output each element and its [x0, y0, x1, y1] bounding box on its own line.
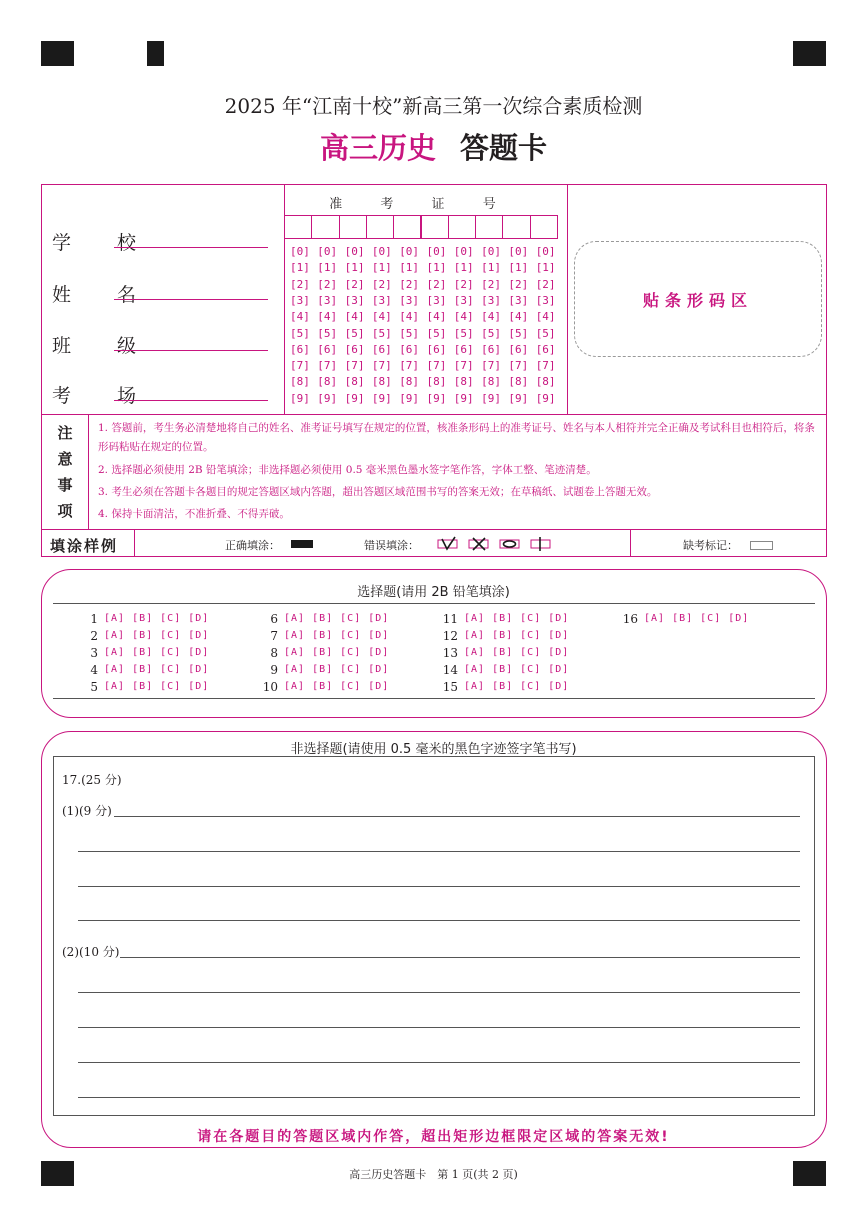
boundary-warning: 请在各题目的答题区域内作答，超出矩形边框限定区域的答案无效! [197, 1129, 670, 1145]
choice-rule-top [53, 603, 815, 604]
exam-id-bubble[interactable]: [1] [344, 261, 365, 275]
answer-options[interactable]: [A] [B] [C] [D] [284, 613, 390, 624]
answer-line[interactable] [78, 992, 800, 993]
registration-mark-top-left-1 [41, 41, 74, 66]
question-number: 14 [442, 663, 458, 677]
exam-id-bubble[interactable]: [6] [508, 342, 529, 356]
exam-id-bubble[interactable]: [5] [371, 326, 392, 340]
exam-id-bubble[interactable]: [7] [317, 359, 338, 373]
exam-id-bubble[interactable]: [4] [426, 310, 447, 324]
question-number: 4 [90, 663, 98, 677]
exam-id-bubble[interactable]: [9] [508, 391, 529, 405]
question-number: 1 [90, 612, 98, 626]
exam-id-bubble[interactable]: [0] [399, 245, 420, 258]
exam-id-bubble[interactable]: [3] [290, 293, 310, 307]
exam-id-bubble[interactable]: [8] [371, 375, 392, 389]
exam-id-bubble[interactable]: [0] [371, 245, 392, 258]
exam-id-bubble[interactable]: [9] [344, 391, 365, 405]
divider-notice-head [88, 414, 89, 529]
exam-id-digit-box[interactable] [311, 215, 339, 239]
exam-id-bubble[interactable]: [4] [508, 310, 529, 324]
exam-id-digit-box[interactable] [284, 215, 312, 239]
answer-options[interactable]: [A] [B] [C] [D] [464, 630, 570, 641]
answer-options[interactable]: [A] [B] [C] [D] [104, 613, 210, 624]
answer-options[interactable]: [A] [B] [C] [D] [464, 664, 570, 675]
exam-id-bubble[interactable]: [6] [344, 342, 365, 356]
exam-id-bubble[interactable]: [6] [481, 342, 501, 356]
exam-id-bubble[interactable]: [7] [344, 359, 365, 373]
exam-id-bubble[interactable]: [9] [371, 391, 392, 405]
absent-mark-label: 缺考标记： [683, 539, 738, 552]
exam-id-bubble[interactable]: [4] [371, 310, 392, 324]
exam-id-bubble[interactable]: [7] [453, 359, 474, 373]
question-number: 5 [90, 680, 98, 694]
answer-line[interactable] [78, 1027, 800, 1028]
question-number: 8 [270, 646, 278, 660]
question-number: 6 [270, 612, 278, 626]
exam-id-bubble[interactable]: [8] [481, 375, 501, 389]
exam-id-bubble[interactable]: [0] [481, 245, 501, 258]
exam-id-bubble[interactable]: [8] [535, 375, 556, 389]
registration-mark-top-right [793, 41, 826, 66]
exam-id-bubble[interactable]: [3] [344, 293, 365, 307]
exam-id-bubble[interactable]: [3] [453, 293, 474, 307]
exam-id-bubble[interactable]: [9] [399, 391, 420, 405]
exam-id-bubble[interactable]: [8] [508, 375, 529, 389]
question-number: 7 [270, 629, 278, 643]
divider-notice-top [41, 414, 827, 415]
answer-line[interactable] [114, 816, 800, 817]
choice-title: 选择题(请用 2B 铅笔填涂) [357, 585, 510, 600]
answer-line[interactable] [78, 920, 800, 921]
barcode-label: 贴条形码区 [642, 290, 753, 310]
question-number: 11 [442, 612, 458, 626]
exam-id-bubble[interactable]: [9] [426, 391, 447, 405]
answer-options[interactable]: [A] [B] [C] [D] [644, 613, 750, 624]
exam-id-bubble[interactable]: [2] [535, 277, 556, 291]
exam-id-bubble[interactable]: [9] [290, 391, 310, 405]
answer-options[interactable]: [A] [B] [C] [D] [464, 647, 570, 658]
exam-id-bubble[interactable]: [8] [344, 375, 365, 389]
answer-line[interactable] [78, 886, 800, 887]
exam-id-bubble[interactable]: [2] [453, 277, 474, 291]
exam-id-bubble[interactable]: [9] [453, 391, 474, 405]
exam-id-bubble[interactable]: [3] [426, 293, 447, 307]
notice-head-char: 注 [57, 424, 73, 442]
part-1-label: (1)(9 分) [62, 804, 112, 818]
answer-options[interactable]: [A] [B] [C] [D] [104, 630, 210, 641]
exam-id-digit-box[interactable] [366, 215, 394, 239]
exam-id-bubble[interactable]: [7] [290, 359, 310, 373]
exam-id-bubble[interactable]: [2] [344, 277, 365, 291]
exam-id-digit-box[interactable] [502, 215, 530, 239]
class-field[interactable] [114, 350, 268, 351]
fill-example-label: 填涂样例 [50, 537, 119, 555]
question-number: 15 [442, 680, 458, 694]
exam-id-bubble[interactable]: [2] [508, 277, 529, 291]
wrong-fill-label: 错误填涂： [364, 539, 419, 552]
exam-id-bubble[interactable]: [3] [535, 293, 556, 307]
school-label: 学 校 [52, 232, 157, 254]
notice-item-1: 1. 答题前，考生务必清楚地将自己的姓名、准考证号填写在规定的位置，核准条形码上的准考证号、姓名与本人相符并完全正确及考试科目也相符后，将条形码粘贴在规定的位置。 [98, 422, 815, 453]
exam-id-bubble[interactable]: [8] [426, 375, 447, 389]
exam-id-bubble[interactable]: [0] [508, 245, 529, 258]
exam-id-bubble[interactable]: [3] [371, 293, 392, 307]
exam-id-bubble[interactable]: [3] [317, 293, 338, 307]
school-field[interactable] [114, 247, 268, 248]
exam-id-bubble[interactable]: [8] [399, 375, 420, 389]
notice-item-2: 2. 选择题必须使用 2B 铅笔填涂；非选择题必须使用 0.5 毫米黑色墨水签字笔作答，字体工整、笔迹清楚。 [98, 464, 597, 476]
notice-item-4: 4. 保持卡面清洁，不准折叠、不得弄破。 [98, 508, 290, 520]
exam-id-bubble[interactable]: [0] [317, 245, 338, 258]
answer-options[interactable]: [A] [B] [C] [D] [284, 647, 390, 658]
notice-head-char: 项 [57, 502, 73, 520]
exam-id-bubble[interactable]: [0] [453, 245, 474, 258]
answer-options[interactable]: [A] [B] [C] [D] [464, 613, 570, 624]
name-field[interactable] [114, 299, 268, 300]
answer-line[interactable] [78, 851, 800, 852]
exam-id-bubble[interactable]: [7] [481, 359, 501, 373]
question-number: 10 [262, 680, 278, 694]
exam-id-bubble[interactable]: [4] [535, 310, 556, 324]
exam-id-bubble[interactable]: [4] [453, 310, 474, 324]
wrong-fill-samples [437, 536, 557, 552]
exam-id-bubble[interactable]: [9] [317, 391, 338, 405]
exam-id-bubble[interactable]: [6] [453, 342, 474, 356]
correct-fill-label: 正确填涂： [225, 539, 280, 552]
exam-id-bubble[interactable]: [2] [290, 277, 310, 291]
exam-id-bubble[interactable]: [5] [426, 326, 447, 340]
exam-id-bubble[interactable]: [5] [535, 326, 556, 340]
exam-id-bubble[interactable]: [5] [453, 326, 474, 340]
exam-id-bubble[interactable]: [5] [317, 326, 338, 340]
question-17-label: 17.(25 分) [62, 773, 122, 787]
question-number: 16 [622, 612, 638, 626]
exam-id-bubble[interactable]: [4] [481, 310, 501, 324]
exam-id-bubble[interactable]: [1] [535, 261, 556, 275]
exam-id-bubble[interactable]: [4] [344, 310, 365, 324]
exam-id-bubble[interactable]: [6] [399, 342, 420, 356]
room-label: 考 场 [52, 385, 157, 407]
exam-id-bubble[interactable]: [9] [535, 391, 556, 405]
exam-id-bubble[interactable]: [2] [371, 277, 392, 291]
card-title [0, 126, 867, 167]
exam-id-bubble[interactable]: [6] [317, 342, 338, 356]
exam-id-bubble[interactable]: [6] [290, 342, 310, 356]
notice-head-char: 意 [57, 450, 73, 468]
exam-id-bubble[interactable]: [2] [481, 277, 501, 291]
exam-id-bubble[interactable]: [7] [535, 359, 556, 373]
exam-id-bubble[interactable]: [7] [426, 359, 447, 373]
exam-id-digit-box[interactable] [339, 215, 367, 239]
answer-options[interactable]: [A] [B] [C] [D] [104, 664, 210, 675]
exam-id-bubble[interactable]: [5] [508, 326, 529, 340]
card-label: 答题卡 [460, 131, 548, 165]
exam-id-bubble[interactable]: [0] [535, 245, 556, 258]
notice-heading [42, 415, 88, 529]
page-footer: 高三历史答题卡 第 1 页(共 2 页) [349, 1168, 518, 1181]
part-2-label: (2)(10 分) [62, 945, 120, 959]
absent-mark-box[interactable] [750, 541, 773, 550]
exam-id-bubble[interactable]: [2] [426, 277, 447, 291]
exam-id-bubble[interactable]: [7] [371, 359, 392, 373]
exam-id-bubble[interactable]: [6] [371, 342, 392, 356]
question-number: 3 [90, 646, 98, 660]
exam-id-bubble[interactable]: [8] [453, 375, 474, 389]
question-number: 9 [270, 663, 278, 677]
exam-id-bubble[interactable]: [3] [508, 293, 529, 307]
barcode-area [574, 241, 822, 357]
subject-title: 高三历史 [319, 131, 436, 165]
divider-fill-label [134, 529, 135, 557]
exam-id-bubble[interactable]: [4] [317, 310, 338, 324]
exam-id-digit-box[interactable] [448, 215, 476, 239]
exam-id-bubble[interactable]: [3] [399, 293, 420, 307]
exam-id-bubble[interactable]: [1] [371, 261, 392, 275]
exam-id-bubble[interactable]: [2] [317, 277, 338, 291]
name-label: 姓 名 [52, 284, 157, 306]
notice-head-char: 事 [57, 476, 73, 494]
answer-options[interactable]: [A] [B] [C] [D] [104, 681, 210, 692]
correct-fill-sample [291, 540, 313, 548]
class-label: 班 级 [52, 335, 157, 357]
exam-id-bubble[interactable]: [1] [317, 261, 338, 275]
exam-id-bubble[interactable]: [6] [426, 342, 447, 356]
answer-line[interactable] [78, 1097, 800, 1098]
answer-options[interactable]: [A] [B] [C] [D] [464, 681, 570, 692]
exam-id-bubble[interactable]: [9] [481, 391, 501, 405]
exam-id-bubble[interactable]: [1] [453, 261, 474, 275]
exam-id-digit-box[interactable] [475, 215, 503, 239]
answer-options[interactable]: [A] [B] [C] [D] [284, 630, 390, 641]
answer-line[interactable] [120, 957, 800, 958]
exam-title: 2025 年“江南十校”新高三第一次综合素质检测 [224, 94, 643, 118]
exam-id-bubble[interactable]: [6] [535, 342, 556, 356]
answer-options[interactable]: [A] [B] [C] [D] [104, 647, 210, 658]
question-number: 2 [90, 629, 98, 643]
exam-id-bubble[interactable]: [5] [399, 326, 420, 340]
exam-id-digit-box[interactable] [393, 215, 421, 239]
exam-id-bubble[interactable]: [7] [399, 359, 420, 373]
answer-options[interactable]: [A] [B] [C] [D] [284, 681, 390, 692]
registration-mark-top-left-2 [147, 41, 164, 66]
exam-id-digit-box[interactable] [530, 215, 558, 239]
divider-fill-top [41, 529, 827, 530]
exam-id-bubble[interactable]: [1] [290, 261, 310, 275]
exam-id-digit-box[interactable] [421, 215, 449, 239]
exam-id-bubble[interactable]: [1] [481, 261, 501, 275]
exam-id-bubble[interactable]: [3] [481, 293, 501, 307]
exam-id-bubble[interactable]: [0] [344, 245, 365, 258]
exam-id-bubble[interactable]: [8] [317, 375, 338, 389]
divider-barcode-left [567, 184, 568, 415]
exam-id-bubble[interactable]: [0] [290, 245, 310, 258]
exam-id-bubble[interactable]: [0] [426, 245, 447, 258]
exam-id-bubble[interactable]: [4] [290, 310, 310, 324]
exam-id-bubble[interactable]: [5] [481, 326, 501, 340]
room-field[interactable] [114, 400, 268, 401]
exam-id-bubble[interactable]: [5] [290, 326, 310, 340]
nonchoice-title: 非选择题(请使用 0.5 毫米的黑色字迹签字笔书写) [290, 742, 577, 757]
notice-item-3: 3. 考生必须在答题卡各题目的规定答题区域内答题，超出答题区域范围书写的答案无效；在草稿纸、试题卷上答题无效。 [98, 486, 658, 498]
exam-id-bubble[interactable]: [7] [508, 359, 529, 373]
answer-line[interactable] [78, 1062, 800, 1063]
choice-rule-bottom [53, 698, 815, 699]
exam-id-bubble[interactable]: [4] [399, 310, 420, 324]
exam-id-bubble[interactable]: [1] [508, 261, 529, 275]
question-number: 13 [442, 646, 458, 660]
exam-id-title: 准 考 证 号 [329, 197, 513, 212]
divider-fill-absent [630, 529, 631, 557]
question-number: 12 [442, 629, 458, 643]
exam-id-bubble[interactable]: [5] [344, 326, 365, 340]
exam-id-bubble[interactable]: [1] [426, 261, 447, 275]
exam-id-bubble[interactable]: [2] [399, 277, 420, 291]
exam-id-bubble[interactable]: [8] [290, 375, 310, 389]
answer-options[interactable]: [A] [B] [C] [D] [284, 664, 390, 675]
exam-id-bubble[interactable]: [1] [399, 261, 420, 275]
